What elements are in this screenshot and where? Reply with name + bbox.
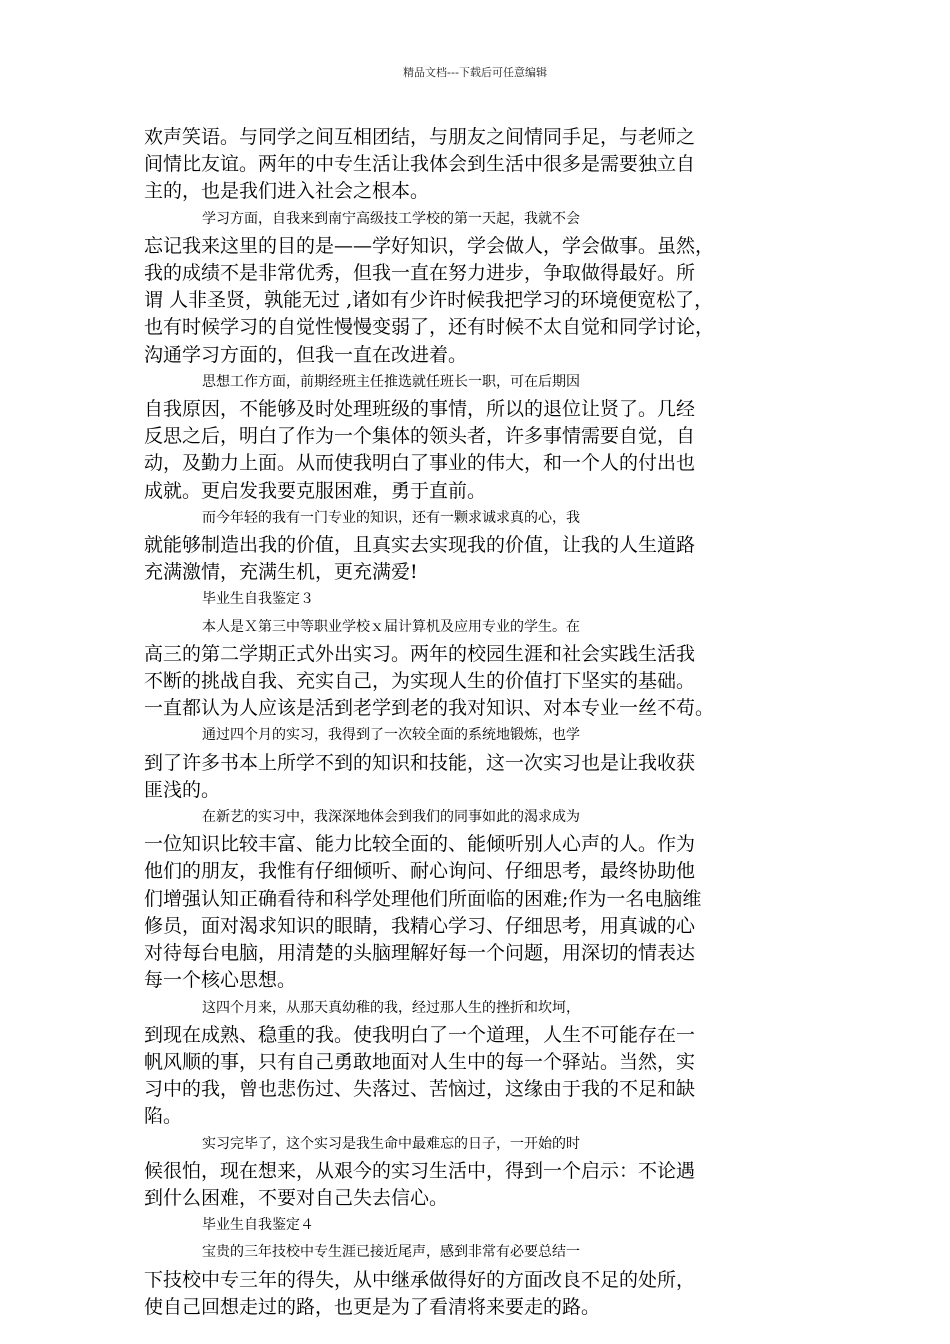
page-header: 精品文档---下载后可任意编辑 <box>403 66 547 79</box>
text-line: 也有时候学习的自觉性慢慢变弱了，还有时候不太自觉和同学讨论， <box>144 316 715 339</box>
text-line: 我的成绩不是非常优秀，但我一直在努力进步，争取做得最好。所 <box>144 262 696 285</box>
text-line: 成就。更启发我要克服困难，勇于直前。 <box>144 479 487 502</box>
text-line: 在新艺的实习中，我深深地体会到我们的同事如此的渴求成为 <box>202 809 580 826</box>
text-line: 就能够制造出我的价值，且真实去实现我的价值，让我的人生道路 <box>144 534 696 557</box>
text-line: 到什么困难，不要对自己失去信心。 <box>144 1186 449 1209</box>
text-line: 通过四个月的实习，我得到了一次较全面的系统地锻炼，也学 <box>202 727 580 744</box>
text-line: 高三的第二学期正式外出实习。两年的校园生涯和社会实践生活我 <box>144 642 696 665</box>
text-line: 实习完毕了，这个实习是我生命中最难忘的日子，一开始的时 <box>202 1135 580 1152</box>
text-line: 候很怕，现在想来，从艰今的实习生活中，得到一个启示：不论遇 <box>144 1159 696 1182</box>
text-line: 本人是Ｘ第三中等职业学校ｘ届计算机及应用专业的学生。在 <box>202 618 580 635</box>
text-line: 谓 人非圣贤，孰能无过 ,诸如有少许时候我把学习的环境便宽松了， <box>144 289 714 312</box>
text-line: 反思之后，明白了作为一个集体的领头者，许多事情需要自觉，自 <box>144 425 696 448</box>
text-line: 忘记我来这里的目的是——学好知识，学会做人，学会做事。虽然， <box>144 234 715 257</box>
text-line: 充满激情，充满生机，更充满爱! <box>144 561 418 584</box>
text-line: 陷。 <box>144 1105 183 1128</box>
text-line: 帆风顺的事，只有自己勇敢地面对人生中的每一个驿站。当然，实 <box>144 1050 696 1073</box>
text-line: 每一个核心思想。 <box>144 969 297 992</box>
document-body <box>144 124 814 1321</box>
text-line: 动，及勤力上面。从而使我明白了事业的伟大，和一个人的付出也 <box>144 452 696 475</box>
text-line: 们增强认知正确看待和科学处理他们所面临的困难;作为一名电脑维 <box>144 887 702 910</box>
text-line: 毕业生自我鉴定４ <box>202 1217 314 1234</box>
text-line: 宝贵的三年技校中专生涯已接近尾声，感到非常有必要总结一 <box>202 1244 580 1261</box>
text-line: 学习方面，自我来到南宁高级技工学校的第一天起，我就不会 <box>202 210 580 227</box>
text-line: 到了许多书本上所学不到的知识和技能，这一次实习也是让我收获 <box>144 751 696 774</box>
text-line: 毕业生自我鉴定３ <box>202 591 314 608</box>
text-line: 一位知识比较丰富、能力比较全面的、能倾听别人心声的人。作为 <box>144 833 696 856</box>
text-line: 间情比友谊。两年的中专生活让我体会到生活中很多是需要独立自 <box>144 153 696 176</box>
text-line: 使自己回想走过的路，也更是为了看清将来要走的路。 <box>144 1295 601 1318</box>
text-line: 他们的朋友，我惟有仔细倾听、耐心询问、仔细思考，最终协助他 <box>144 860 696 883</box>
text-line: 这四个月来，从那天真幼稚的我，经过那人生的挫折和坎坷， <box>202 999 580 1016</box>
text-line: 对待每台电脑，用清楚的头脑理解好每一个问题，用深切的情表达 <box>144 942 696 965</box>
text-line: 思想工作方面，前期经班主任推选就任班长一职，可在后期因 <box>202 373 580 390</box>
text-line: 自我原因，不能够及时处理班级的事情，所以的退位让贤了。几经 <box>144 398 696 421</box>
text-line: 沟通学习方面的，但我一直在改进着。 <box>144 343 468 366</box>
text-line: 修员，面对渴求知识的眼睛，我精心学习、仔细思考，用真诚的心 <box>144 914 696 937</box>
text-line: 习中的我，曾也悲伤过、失落过、苦恼过，这缘由于我的不足和缺 <box>144 1078 696 1101</box>
text-line: 匪浅的。 <box>144 778 221 801</box>
text-line: 欢声笑语。与同学之间互相团结，与朋友之间情同手足，与老师之 <box>144 126 696 148</box>
text-line: 主的，也是我们进入社会之根本。 <box>144 180 430 203</box>
text-line: 而今年轻的我有一门专业的知识，还有一颗求诚求真的心，我 <box>202 509 580 526</box>
text-line: 一直都认为人应该是活到老学到老的我对知识、对本专业一丝不苟。 <box>144 697 715 720</box>
text-line: 下技校中专三年的得失，从中继承做得好的方面改良不足的处所， <box>144 1268 696 1291</box>
text-line: 到现在成熟、稳重的我。使我明白了一个道理，人生不可能存在一 <box>144 1023 696 1046</box>
text-line: 不断的挑战自我、充实自己，为实现人生的价值打下坚实的基础。 <box>144 670 696 693</box>
